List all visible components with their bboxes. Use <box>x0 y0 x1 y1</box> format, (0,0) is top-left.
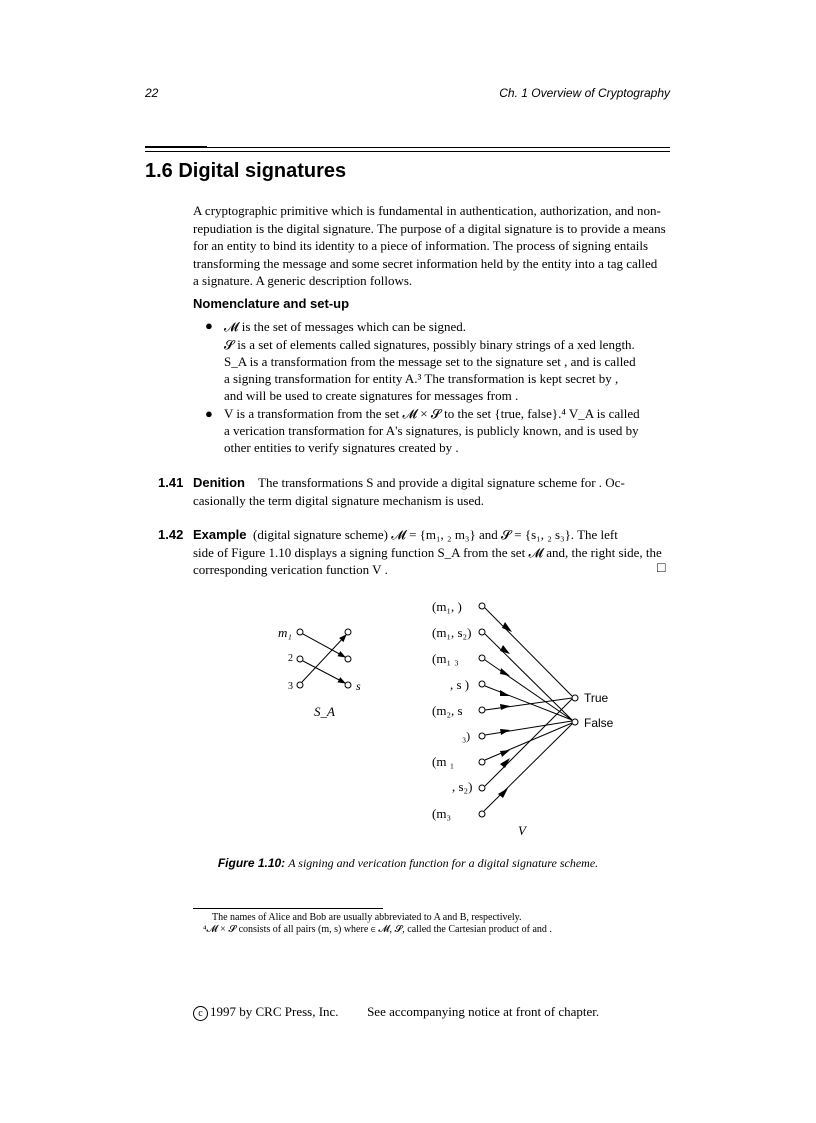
left-label-2: 2 <box>288 653 293 664</box>
example-line-1: (digital signature scheme) 𝓜 = {m₁, ₂ m₃} and 𝓢 = {s₁, ₂ s₃}. The left <box>253 527 618 542</box>
intro-line-4: transforming the message and some secret information held by the entity into a tag called <box>193 255 658 271</box>
intro-line-5: a signature. A generic description follows. <box>193 273 413 289</box>
definition-number: 1.41 <box>158 475 184 490</box>
nomenclature-line-4: a signing transformation for entity A.³ The transformation is kept secret by , <box>224 371 619 386</box>
pair-node-3 <box>479 655 485 661</box>
pair-label-6: ₃) <box>462 729 471 743</box>
verify-line-4 <box>485 686 572 720</box>
nomenclature-heading: Nomenclature and set-up <box>193 296 350 311</box>
footer-notice: See accompanying notice at front of chapter. <box>367 1004 600 1019</box>
true-label: True <box>584 691 609 705</box>
nomenclature-line-1: 𝓜 is the set of messages which can be signed. <box>224 319 467 334</box>
page-number: 22 <box>145 86 159 100</box>
pair-node-4 <box>479 681 485 687</box>
nomenclature-line-3: S_A is a transformation from the message set to the signature set , and is called <box>224 354 636 369</box>
definition-line-1: The transformations S and provide a digital signature scheme for . Oc- <box>258 475 625 490</box>
nomenclature-line-2: 𝓢 is a set of elements called signatures, possibly binary strings of a xed length. <box>224 337 635 352</box>
right-caption: V <box>518 823 526 838</box>
pair-node-8 <box>479 785 485 791</box>
verify-line-1 <box>485 608 572 696</box>
pair-node-1 <box>479 603 485 609</box>
figure-caption-label: Figure 1.10: <box>217 856 286 870</box>
running-chapter-title: Ch. 1 Overview of Cryptography <box>499 86 670 100</box>
verify-line-3 <box>485 660 572 720</box>
pair-node-9 <box>479 811 485 817</box>
pair-node-5 <box>479 707 485 713</box>
sign-arrow-m1 <box>303 634 345 657</box>
example-label: Example <box>193 527 247 542</box>
intro-line-3: for an entity to bind its identity to a piece of information. The process of signing entails <box>193 238 649 254</box>
left-node-m2 <box>297 656 303 662</box>
intro-line-1: A cryptographic primitive which is fundamental in authentication, authorization, and non- <box>193 203 661 218</box>
left-label-3: 3 <box>288 681 293 692</box>
pair-node-2 <box>479 629 485 635</box>
definition-label: Denition <box>193 475 245 490</box>
example-end-mark: □ <box>657 561 666 576</box>
left-node-m1 <box>297 629 303 635</box>
example-line-2: side of Figure 1.10 displays a signing function S_A from the set 𝓜 and, the right side, the <box>193 545 662 560</box>
pair-label-8: , s₂) <box>452 779 473 794</box>
left-node-m3 <box>297 682 303 688</box>
copyright-icon: c <box>193 1006 208 1021</box>
pair-node-7 <box>479 759 485 765</box>
intro-line-2: repudiation is the digital signature. The purpose of a digital signature is to provide a means <box>193 220 666 236</box>
arrowhead-7 <box>500 750 510 757</box>
false-label: False <box>584 716 614 730</box>
footnote-3: The names of Alice and Bob are usually abbreviated to A and B, respectively. <box>212 912 522 923</box>
nomenclature-line-8: other entities to verify signatures created by . <box>224 440 459 455</box>
pair-label-7: (m ₁ <box>432 754 455 769</box>
true-node <box>572 695 578 701</box>
arrowhead-3 <box>500 668 510 676</box>
arrowhead-9 <box>498 788 508 798</box>
pair-label-2: (m₁, s₂) <box>432 625 472 640</box>
nomenclature-line-5: and will be used to create signatures for messages from . <box>224 388 519 403</box>
false-node <box>572 719 578 725</box>
bullet-2: ● <box>205 406 213 421</box>
verify-line-5 <box>485 698 572 710</box>
verify-line-8 <box>485 699 572 786</box>
example-line-3: corresponding verication function V . <box>193 562 388 577</box>
left-caption: S_A <box>314 704 335 719</box>
left-label-1: m₁ <box>278 625 292 640</box>
pair-label-3: (m₁ ₃ <box>432 651 459 666</box>
sign-arrow-m3 <box>302 635 346 682</box>
arrowhead-6 <box>500 729 510 735</box>
left-node-s2 <box>345 656 351 662</box>
example-number: 1.42 <box>158 527 184 542</box>
arrowhead-2 <box>500 645 510 654</box>
footnote-4: ⁴𝓜 × 𝓢 consists of all pairs (m, s) where ∈ 𝓜, 𝓢, called the Cartesian product of and . <box>203 924 552 935</box>
footnote-rule <box>193 908 383 909</box>
page-footer <box>193 1004 599 1021</box>
nomenclature-line-6: V is a transformation from the set 𝓜 × 𝓢 to the set {true, false}.⁴ V_A is called <box>224 406 640 421</box>
pair-label-1: (m₁, ) <box>432 599 462 614</box>
pair-label-5: (m₂, s <box>432 703 463 718</box>
section-title: 1.6 Digital signatures <box>145 160 347 182</box>
verify-line-9 <box>484 724 572 811</box>
left-node-s1 <box>345 629 351 635</box>
verify-line-2 <box>485 634 572 720</box>
figure-caption-text: A signing and verication function for a digital signature scheme. <box>288 856 599 870</box>
bullet-1: ● <box>205 318 213 333</box>
copyright-text: 1997 by CRC Press, Inc. <box>210 1004 339 1019</box>
left-node-s3 <box>345 682 351 688</box>
pair-label-9: (m₃ <box>432 806 451 821</box>
left-target-label: s <box>356 679 361 693</box>
pair-label-4: , s ) <box>450 677 470 692</box>
figure-caption <box>0 856 816 871</box>
pair-node-6 <box>479 733 485 739</box>
verify-line-6 <box>485 721 572 735</box>
sign-arrow-m2 <box>303 661 345 683</box>
definition-line-2: casionally the term digital signature mechanism is used. <box>193 493 484 508</box>
verify-line-7 <box>485 723 572 760</box>
nomenclature-line-7: a verication transformation for A's signatures, is publicly known, and is used by <box>224 423 639 438</box>
